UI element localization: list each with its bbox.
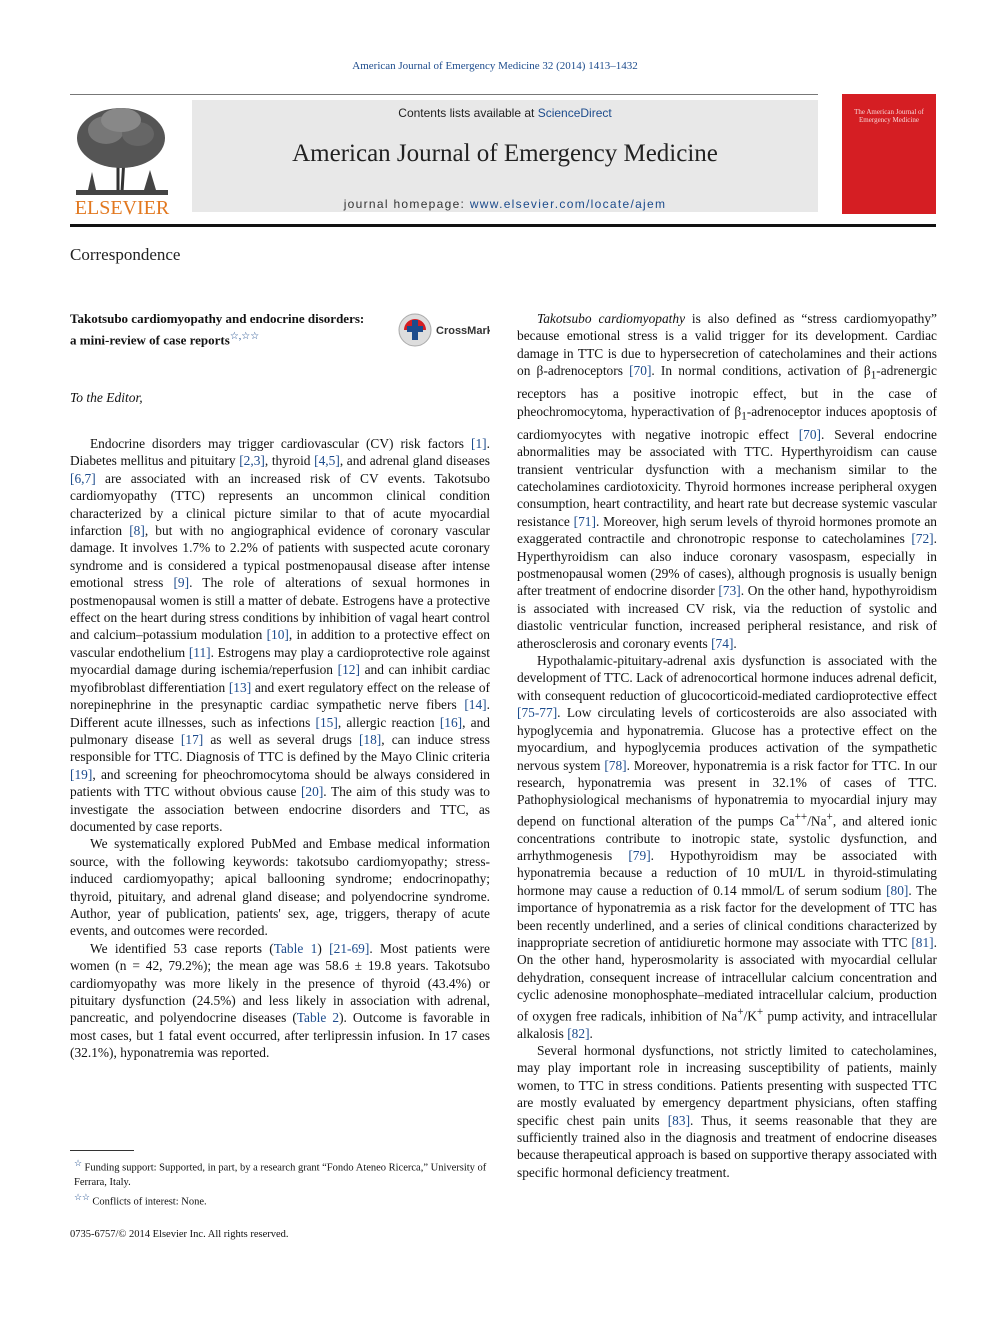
contents-prefix: Contents lists available at bbox=[398, 106, 538, 120]
section-heading: Correspondence bbox=[70, 245, 181, 264]
journal-cover-thumbnail[interactable] bbox=[842, 94, 936, 214]
paragraph: We identified 53 case reports (Table 1) [21-69]. Most patients were women (n = 42, 79.2%); the mean age was 58.6 ± 19.8 years. Takotsubo cardiomyopathy was more likely in the presence of thyroid (43.4%) or pituitary dysfunction (24.5%) and less likely in association with adrenal, pancreatic, and polyendocrine diseases (Table 2). Outcome is favorable in most cases, but 1 fatal event occurred, after terlipressin infusion. In 17 cases (32.1%), hyponatremia was reported. bbox=[70, 940, 491, 1061]
footnote-conflicts bbox=[70, 1190, 494, 1210]
paragraph: We systematically explored PubMed and Embase medical information source, with the following keywords: takotsubo cardiomyopathy; stress-induced cardiomyopathy; apical ballooning syndrome; endocrinopathy; thyroid, pituitary, and adrenal gland disease; and polyendocrine syndrome. Author, year of publication, patients' sex, age, triggers, therapy of acute events, and outcomes were recorded. bbox=[70, 836, 490, 939]
homepage-link[interactable]: www.elsevier.com/locate/ajem bbox=[469, 197, 667, 211]
footnote-funding bbox=[70, 1156, 494, 1190]
elsevier-wordmark: ELSEVIER bbox=[74, 197, 170, 218]
article-title bbox=[70, 310, 370, 349]
title-footnote-marks[interactable]: ☆,☆☆ bbox=[229, 331, 260, 342]
ref-link[interactable]: [83] bbox=[667, 1112, 691, 1128]
conflicts-mark: ☆☆ bbox=[74, 1191, 90, 1202]
ref-link[interactable]: [9] bbox=[173, 575, 190, 591]
funding-mark: ☆ bbox=[74, 1158, 82, 1168]
footnotes bbox=[70, 1156, 494, 1209]
ref-link[interactable]: [12] bbox=[337, 662, 360, 678]
funding-text: Funding support: Supported, in part, by a research grant “Fondo Ateneo Ricerca,” University of Ferrara, Italy. bbox=[74, 1162, 487, 1188]
header-thick-rule bbox=[70, 224, 936, 227]
ref-link[interactable]: [73] bbox=[718, 583, 741, 599]
table-1-link[interactable]: Table 1 bbox=[273, 940, 318, 956]
ref-link[interactable]: [81] bbox=[911, 935, 934, 951]
elsevier-tree-icon bbox=[66, 100, 178, 218]
ref-link[interactable]: [80] bbox=[886, 882, 909, 898]
ref-link[interactable]: [19] bbox=[70, 766, 93, 782]
article-title-text: Takotsubo cardiomyopathy and endocrine disorders: a mini-review of case reports bbox=[70, 311, 365, 348]
ref-link[interactable]: [13] bbox=[228, 679, 252, 695]
ref-link[interactable]: [78] bbox=[604, 757, 627, 773]
conflicts-text: Conflicts of interest: None. bbox=[92, 1196, 207, 1207]
salutation: To the Editor, bbox=[70, 390, 143, 405]
ref-link[interactable]: [17] bbox=[180, 731, 204, 747]
ref-link[interactable]: [75-77] bbox=[517, 705, 558, 721]
journal-citation[interactable]: American Journal of Emergency Medicine 32 (2014) 1413–1432 bbox=[352, 60, 638, 72]
journal-title: American Journal of Emergency Medicine bbox=[292, 140, 718, 167]
ref-link[interactable]: [82] bbox=[567, 1025, 590, 1041]
ref-link[interactable]: [2,3] bbox=[239, 453, 265, 469]
ref-link[interactable]: [4,5] bbox=[314, 453, 340, 469]
ref-link[interactable]: [14] bbox=[464, 697, 487, 713]
journal-homepage bbox=[192, 197, 818, 211]
body-right-column bbox=[517, 310, 937, 1181]
ref-link[interactable]: [18] bbox=[358, 731, 382, 747]
footnote-rule bbox=[70, 1150, 134, 1151]
ref-link[interactable]: [79] bbox=[628, 848, 651, 863]
ref-link[interactable]: [16] bbox=[439, 714, 463, 730]
cover-title: The American Journal of Emergency Medicine bbox=[854, 108, 924, 124]
paragraph: Several hormonal dysfunctions, not strictly limited to catecholamines, may play important role in increasing susceptibility of patients, mainly women, to TTC in stress conditions. Patients presenting with suspected TTC are mostly evaluated by emergency department physicians, often staffing specific chest pain units [83]. Thus, it seems reasonable that they are sufficiently trained also in the diagnosis and treatment of endocrine diseases because therapeutical approach is based on supportive therapy associated with specific hormonal deficiency treatment. bbox=[517, 1042, 937, 1180]
header-rule bbox=[70, 94, 818, 95]
ref-link[interactable]: [20] bbox=[300, 784, 324, 800]
homepage-prefix: journal homepage: bbox=[343, 197, 470, 211]
ref-link[interactable]: [1] bbox=[471, 436, 487, 451]
ref-link[interactable]: [10] bbox=[266, 627, 289, 643]
paragraph: Takotsubo cardiomyopathy is also defined as “stress cardiomyopathy” because emotional stress is a valid trigger for its development. Cardiac damage in TTC is due to hypersecretion of catecholamines and their actions on β-adrenoceptors [70]. In normal conditions, activation of $\beta_1$-adrenergic receptors has a positive inotropic effect, but in the case of pheochromocytoma, hyperactivation of $\beta_1$-adrenoceptor induces apoptosis of cardiomyocytes with negative inotropic effect [70]. Several endocrine abnormalities may be associated with TTC. Hyperthyroidism can cause transient ventricular dysfunction with a mechanism similar to the catecholamines cardiotoxicity. Thyroid hormones increase peripheral oxygen consumption, heart contractility, and heart rate but decrease systemic vascular resistance [71]. Moreover, high serum levels of thyroid hormones promote an exaggerated contractile and chronotropic response to catecholamines [72]. Hyperthyroidism can also induce coronary vasospasm, especially in postmenopausal women (29% of cases), although prognosis is usually benign after treatment of endocrine disorder [73]. On the other hand, hypothyroidism is associated with increased CV risk, via the reduction of systolic and diastolic ventricular function, increased peripheral resistance, and risk of atherosclerosis and coronary events [74]. bbox=[517, 311, 938, 651]
copyright-line: 0735-6757/© 2014 Elsevier Inc. All rights reserved. bbox=[70, 1229, 289, 1240]
paragraph: Endocrine disorders may trigger cardiovascular (CV) risk factors [1]. Diabetes mellitus and pituitary [2,3], thyroid [4,5], and adrenal gland diseases [6,7] are associated with an increased risk of CV events. Takotsubo cardiomyopathy (TTC) represents an uncommon clinical condition characterized by a clinical picture similar to that of acute myocardial infarction [8], but with no angiographical evidence of coronary vascular damage. It involves 1.7% to 2.2% of patients with suspected acute coronary syndrome and is considered a typical postmenopausal disease after intense emotional stress [9]. The role of alterations of sexual hormones in postmenopausal women is still a matter of debate. Estrogens have a protective effect on the heart during stress conditions by inhibition of vagal heart control and calcium–potassium modulation [10], in addition to a protective effect on vascular endothelium [11]. Estrogens may play a cardioprotective role against myocardial damage during ischemia/reperfusion [12] and can inhibit cardiac myofibroblast differentiation [13] and exert regulatory effect on the release of norepinephrine in the presynaptic cardiac sympathetic nerve fibers [14]. Different acute illnesses, such as infections [15], allergic reaction [16], and pulmonary disease [17] as well as several drugs [18], can induce stress responsible for TTC. Diagnosis of TTC is defined by the Mayo Clinic criteria [19], and screening for pheochromocytoma should be always considered in patients with TTC without obvious cause [20]. The aim of this study was to investigate the association between endocrine disorders and TTC, as documented by case reports. bbox=[70, 436, 491, 834]
table-2-link[interactable]: Table 2 bbox=[296, 1010, 340, 1026]
ref-link[interactable]: [70] bbox=[798, 426, 822, 442]
ref-link[interactable]: [72] bbox=[911, 531, 934, 547]
ref-link[interactable]: [71] bbox=[573, 513, 596, 529]
elsevier-logo[interactable] bbox=[66, 100, 178, 218]
sciencedirect-link[interactable]: ScienceDirect bbox=[537, 106, 612, 120]
ref-link[interactable]: [6,7] bbox=[70, 470, 96, 486]
ref-link[interactable]: [11] bbox=[188, 644, 211, 660]
ref-link[interactable]: [8] bbox=[129, 523, 145, 539]
contents-line bbox=[192, 106, 818, 120]
paragraph: Hypothalamic-pituitary-adrenal axis dysfunction is associated with the development of TTC. Lack of adrenocortical hormone induces adrenal deficit, with consequent reduction of glucocorticoid-mediated cardioprotective effect [75-77]. Low circulating levels of corticosteroids are also associated with hypoglycemia and hyponatremia. Glucose has a protective effect on the myocardium, and hypoglycemia produces activation of the sympathetic nervous system [78]. Moreover, hyponatremia is a risk factor for TTC. In our research, hyponatremia was present in 32.1% of cases of TTC. Pathophysiological mechanisms of hyponatremia to myocardial injury may depend on functional alteration of the pumps Ca++/Na+, and altered ionic concentrations contribute to inotropic state, systolic dysfunction, and arrhythmogenesis [79]. Hypothyroidism may be associated with hyponatremia because a reduction of 10 mUI/L in thyroid-stimulating hormone may cause a reduction of 0.14 mmol/L of serum sodium [80]. The importance of hyponatremia as a risk factor for the development of TTC has been recently underlined, and a series of clinical conditions characterized by inappropriate secretion of antidiuretic hormone may associate with TTC [81]. On the other hand, hyperosmolarity is associated with myocardial cellular dehydration, consequent increase of intracellular calcium concentration and cyclic adenosine monophosphate–mediated intracellular calcium, production of oxygen free radicals, inhibition of Na+/K+ pump activity, and intracellular alkalosis [82]. bbox=[517, 653, 937, 1041]
crossmark-label: CrossMark bbox=[436, 325, 490, 337]
ref-link[interactable]: [21-69] bbox=[329, 940, 370, 956]
ref-link[interactable]: [15] bbox=[315, 714, 338, 730]
crossmark-icon bbox=[398, 312, 490, 348]
ref-link[interactable]: [74] bbox=[711, 635, 734, 651]
body-left-column bbox=[70, 435, 490, 1062]
ref-link[interactable]: [70] bbox=[629, 363, 652, 379]
crossmark-badge[interactable] bbox=[398, 312, 490, 348]
